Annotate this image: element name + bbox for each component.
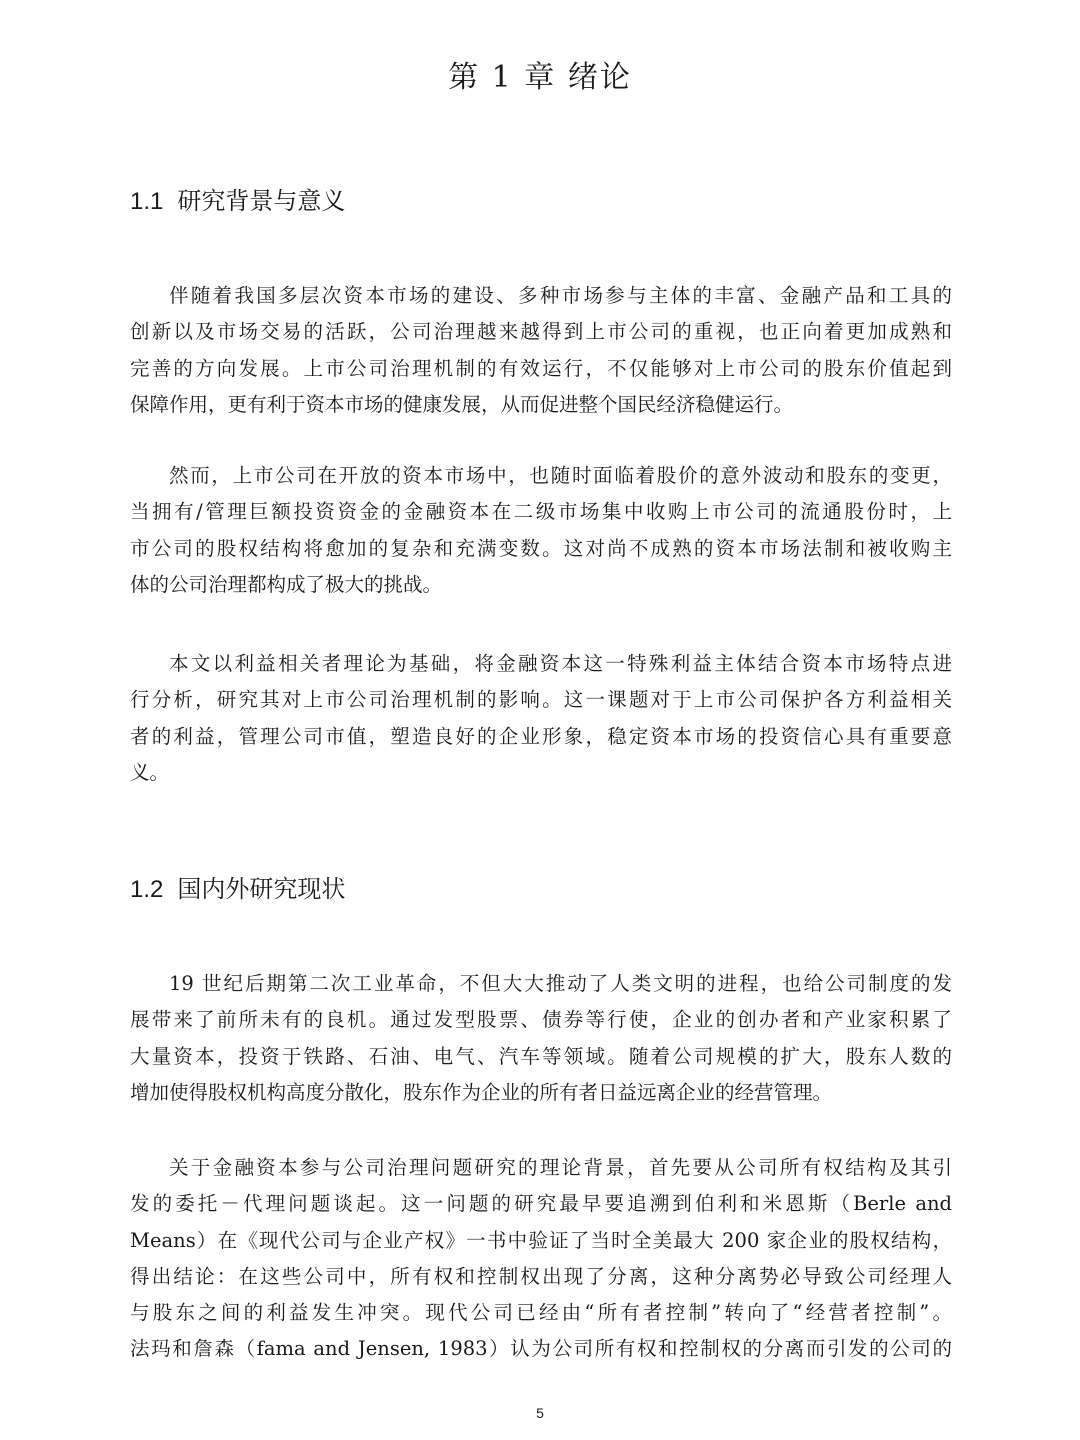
paragraph <box>130 278 952 423</box>
text-line: 与股东之间的利益发生冲突。现代公司已经由“所有者控制”转向了“经营者控制”。 <box>130 1301 952 1325</box>
text-line: 得出结论：在这些公司中，所有权和控制权出现了分离，这种分离势必导致公司经理人 <box>130 1264 952 1288</box>
text-line: 体的公司治理都构成了极大的挑战。 <box>130 572 443 596</box>
text-line: 行分析，研究其对上市公司治理机制的影响。这一课题对于上市公司保护各方利益相关 <box>130 688 952 712</box>
section-heading-1-2 <box>130 869 345 910</box>
text-line: 19 世纪后期第二次工业革命，不但大大推动了人类文明的进程，也给公司制度的发 <box>169 972 952 995</box>
text-line: 展带来了前所未有的良机。通过发型股票、债券等行使，企业的创办者和产业家积累了 <box>130 1008 952 1032</box>
text-line: 当拥有/管理巨额投资资金的金融资本在二级市场集中收购上市公司的流通股份时，上 <box>130 500 952 524</box>
text-line: 义。 <box>130 760 170 784</box>
text-line: 增加使得股权机构高度分散化，股东作为企业的所有者日益远离企业的经营管理。 <box>130 1080 833 1104</box>
text-line: 关于金融资本参与公司治理问题研究的理论背景，首先要从公司所有权结构及其引 <box>169 1156 952 1179</box>
text-line: 法玛和詹森（fama and Jensen, 1983）认为公司所有权和控制权的分离而引发的公司的 <box>130 1337 952 1361</box>
text-line: 伴随着我国多层次资本市场的建设、多种市场参与主体的丰富、金融产品和工具的 <box>169 284 952 307</box>
section-heading-1-1 <box>130 181 345 222</box>
paragraph <box>130 966 952 1111</box>
text-line: 创新以及市场交易的活跃，公司治理越来越得到上市公司的重视，也正向着更加成熟和 <box>130 320 952 344</box>
text-line: 完善的方向发展。上市公司治理机制的有效运行，不仅能够对上市公司的股东价值起到 <box>130 356 952 380</box>
section-number: 1.2 <box>130 876 164 903</box>
paragraph <box>130 646 952 791</box>
chapter-title: 第 1 章 绪论 <box>448 60 632 95</box>
text-line: Means）在《现代公司与企业产权》一书中验证了当时全美最大 200 家企业的股权结构， <box>130 1228 952 1252</box>
text-line: 市公司的股权结构将愈加的复杂和充满变数。这对尚不成熟的资本市场法制和被收购主 <box>130 536 952 560</box>
text-line: 者的利益，管理公司市值，塑造良好的企业形象，稳定资本市场的投资信心具有重要意 <box>130 724 952 748</box>
section-number: 1.1 <box>130 188 164 215</box>
text-line: 保障作用，更有利于资本市场的健康发展，从而促进整个国民经济稳健运行。 <box>130 392 794 416</box>
paragraph <box>130 1150 952 1368</box>
text-line: 然而，上市公司在开放的资本市场中，也随时面临着股价的意外波动和股东的变更， <box>169 464 952 487</box>
text-line: 大量资本，投资于铁路、石油、电气、汽车等领域。随着公司规模的扩大，股东人数的 <box>130 1044 952 1068</box>
section-title-text: 国内外研究现状 <box>177 875 346 903</box>
section-title-text: 研究背景与意义 <box>177 187 346 215</box>
text-line: 本文以利益相关者理论为基础，将金融资本这一特殊利益主体结合资本市场特点进 <box>169 652 952 675</box>
paragraph <box>130 458 952 603</box>
text-line: 发的委托－代理问题谈起。这一问题的研究最早要追溯到伯利和米恩斯（Berle and <box>130 1192 952 1216</box>
page-number: 5 <box>536 1405 544 1421</box>
